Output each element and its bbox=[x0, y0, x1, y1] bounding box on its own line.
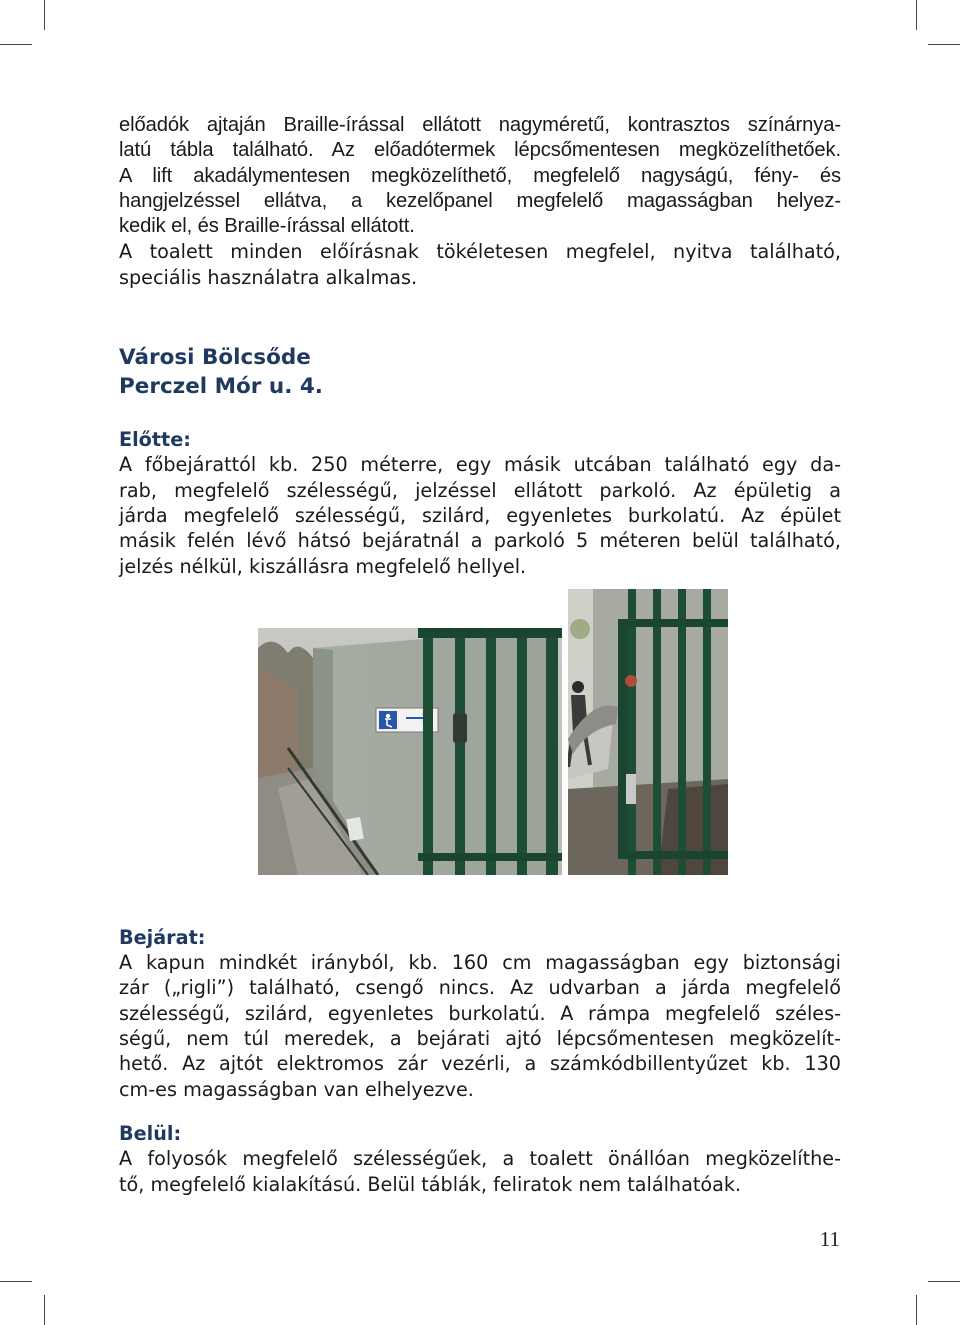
text-line: jelzés nélkül, kiszállásra megfelelő hellyel. bbox=[119, 554, 527, 578]
text-line: speciális használatra alkalmas. bbox=[119, 265, 418, 289]
crop-mark bbox=[928, 44, 960, 45]
text-line: járda megfelelő szélességű, szilárd, egyenletes burkolatú. Az épület bbox=[119, 503, 841, 527]
text-line: zár („rigli”) található, csengő nincs. Az udvarban a járda megfelelő bbox=[119, 976, 841, 1000]
text-line: A toalett minden előírásnak tökéletesen megfelel, nyitva található, bbox=[119, 240, 841, 264]
section-heading-inside: Belül: bbox=[119, 1121, 182, 1145]
intro-paragraph bbox=[119, 113, 841, 239]
toilet-paragraph bbox=[119, 239, 841, 290]
photo-ramp-building bbox=[258, 628, 562, 875]
text-line: cm-es magasságban van elhelyezve. bbox=[119, 1077, 474, 1101]
before-paragraph bbox=[119, 452, 841, 578]
photo-gate-illustration bbox=[568, 589, 728, 875]
text-line: kedik el, és Braille-írással ellátott. bbox=[119, 215, 415, 238]
entrance-paragraph bbox=[119, 950, 841, 1102]
text-line: előadók ajtaján Braille-írással ellátott nagyméretű, kontrasztos színárnya- bbox=[119, 114, 841, 136]
text-line: A főbejárattól kb. 250 méterre, egy másik utcában található egy da- bbox=[119, 453, 841, 477]
text-line: tő, megfelelő kialakítású. Belül táblák, feliratok nem találhatóak. bbox=[119, 1172, 742, 1196]
text-line: szélességű, szilárd, egyenletes burkolatú. A rámpa megfelelő széles- bbox=[119, 1001, 841, 1025]
text-line: A folyosók megfelelő szélességűek, a toalett önállóan megközelíthe- bbox=[119, 1147, 841, 1171]
venue-name: Városi Bölcsőde bbox=[119, 345, 311, 371]
venue-title bbox=[119, 344, 841, 401]
text-line: rab, megfelelő szélességű, jelzéssel ellátott parkoló. Az épületig a bbox=[119, 478, 841, 502]
crop-mark bbox=[916, 1295, 917, 1325]
photo-gate-opened bbox=[568, 589, 728, 875]
crop-mark bbox=[44, 1295, 45, 1325]
text-line: hangjelzéssel ellátva, a kezelőpanel megfelelő magasságban helyez- bbox=[119, 189, 841, 212]
photo-ramp-illustration bbox=[258, 628, 562, 875]
crop-mark bbox=[0, 44, 32, 45]
text-line: hető. Az ajtót elektromos zár vezérli, a számkódbillentyűzet kb. 130 bbox=[119, 1052, 841, 1076]
section-heading-before: Előtte: bbox=[119, 428, 191, 452]
page-number: 11 bbox=[819, 1227, 840, 1251]
text-line: latú tábla található. Az előadótermek lépcsőmentesen megközelíthetőek. bbox=[119, 139, 841, 162]
text-line: A kapun mindkét irányból, kb. 160 cm magasságban egy biztonsági bbox=[119, 951, 841, 975]
crop-mark bbox=[916, 0, 917, 30]
crop-mark bbox=[928, 1281, 960, 1282]
crop-mark bbox=[44, 0, 45, 30]
venue-address: Perczel Mór u. 4. bbox=[119, 373, 323, 399]
crop-mark bbox=[0, 1281, 32, 1282]
text-line: ségű, nem túl meredek, a bejárati ajtó lépcsőmentesen megközelít- bbox=[119, 1027, 841, 1051]
inside-paragraph bbox=[119, 1146, 841, 1197]
text-line: A lift akadálymentesen megközelíthető, megfelelő nagyságú, fény- és bbox=[119, 164, 841, 187]
text-line: másik felén lévő hátsó bejáratnál a parkoló 5 méteren belül található, bbox=[119, 529, 841, 553]
section-heading-entrance: Bejárat: bbox=[119, 925, 206, 949]
